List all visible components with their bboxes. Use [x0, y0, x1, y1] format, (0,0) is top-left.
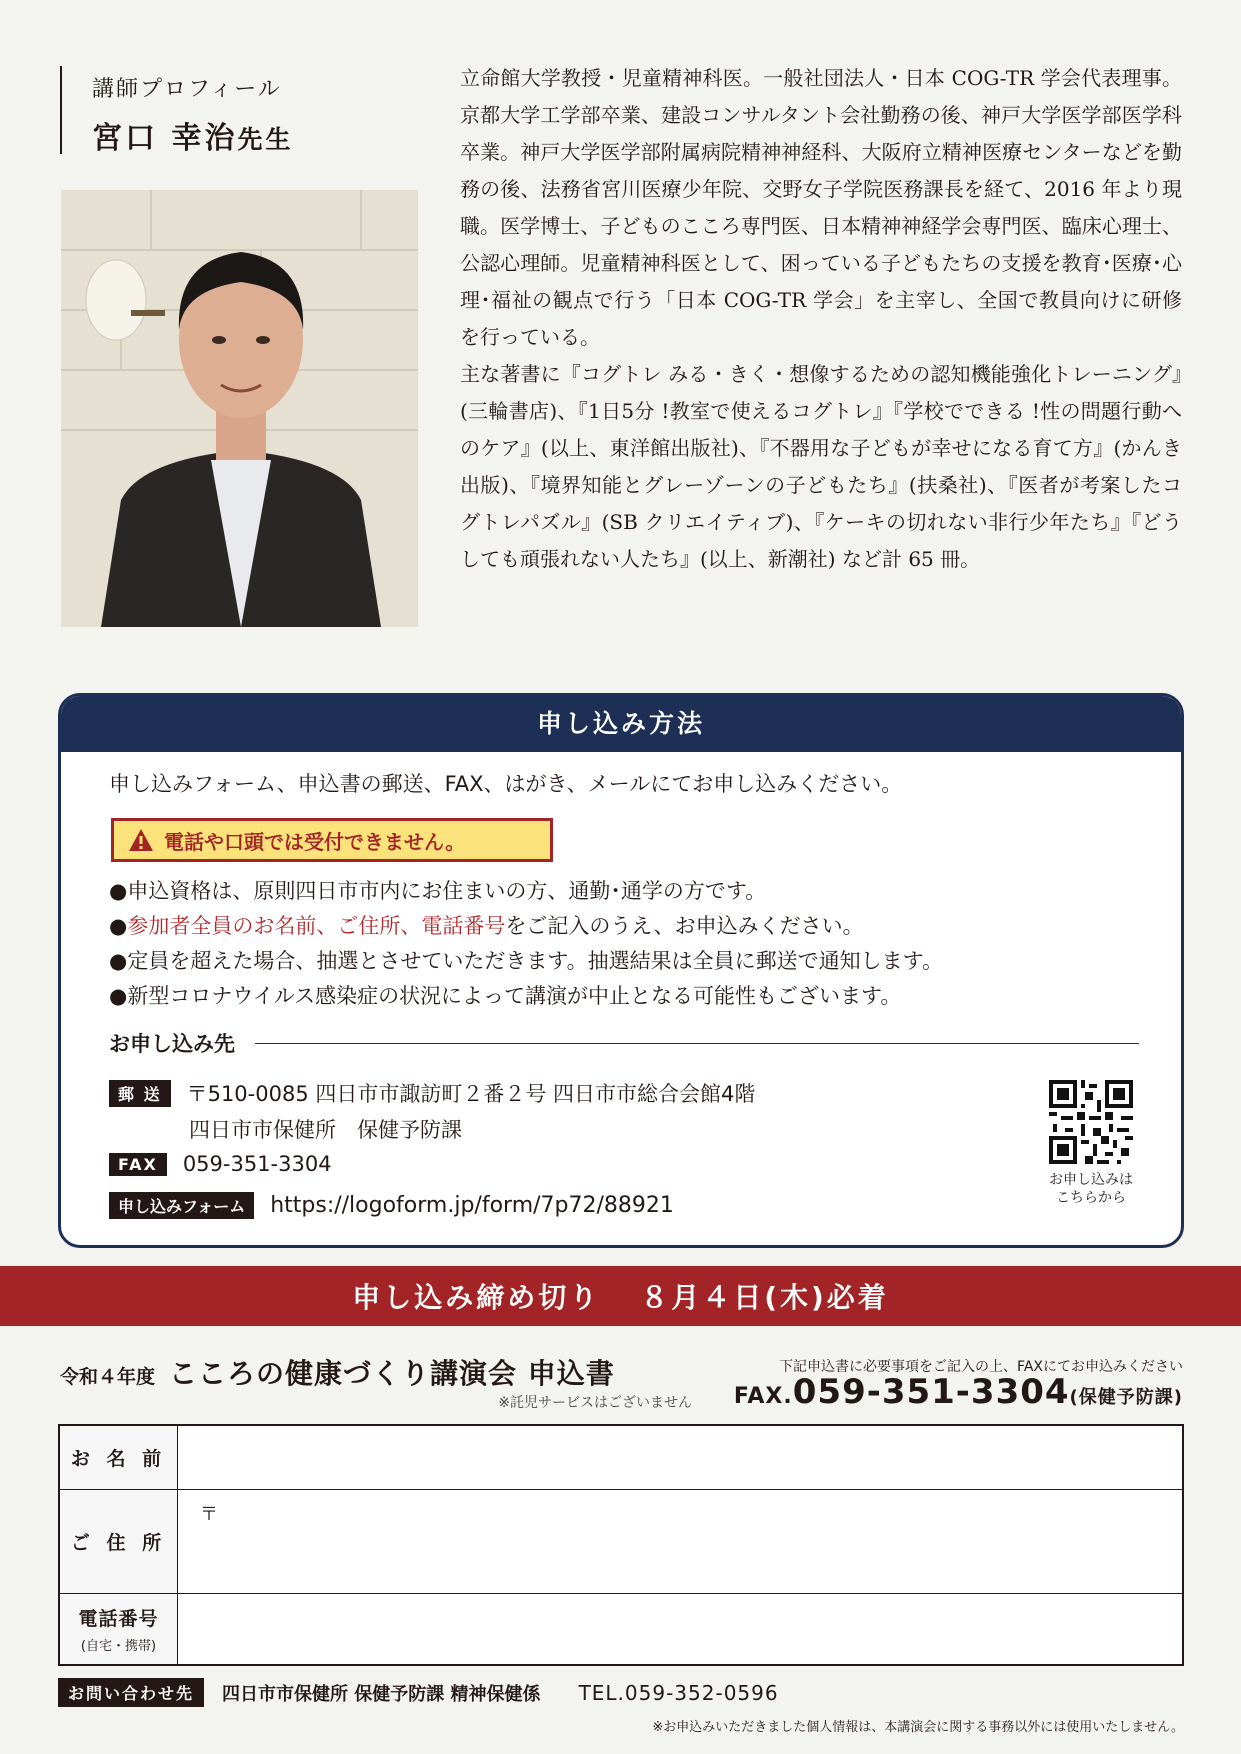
condition-eligibility: ●申込資格は、原則四日市市内にお住まいの方、通勤･通学の方です。	[109, 879, 767, 903]
lecturer-portrait-illustration	[61, 190, 418, 627]
childcare-note: ※託児サービスはございません	[498, 1395, 692, 1411]
contact-org: 四日市市保健所 保健予防課 精神保健係	[222, 1683, 541, 1705]
form-title-main: こころの健康づくり講演会 申込書	[169, 1357, 615, 1390]
qr-code-icon[interactable]	[1049, 1080, 1133, 1164]
phone-label-sub: (自宅・携帯)	[80, 1639, 157, 1654]
privacy-notice: ※お申込みいただきました個人情報は、本講演会に関する事務以外には使用いたしません。	[652, 1720, 1184, 1735]
form-row-address	[60, 1490, 1182, 1594]
deadline-date: ８月４日(木)必着	[640, 1281, 889, 1314]
contact-tag: お問い合わせ先	[58, 1678, 204, 1707]
form-row	[109, 1192, 674, 1219]
contact-tel: TEL.059-352-0596	[578, 1680, 779, 1705]
condition-lottery: ●定員を超えた場合、抽選とさせていただきます。抽選結果は全員に郵送で通知します。	[109, 949, 943, 973]
fax-number: 059-351-3304	[182, 1152, 332, 1176]
phone-input-area[interactable]	[178, 1594, 1182, 1664]
fax-row	[109, 1152, 332, 1176]
deadline-banner	[0, 1266, 1241, 1326]
required-info-rest: をご記入のうえ、お申込みください。	[505, 914, 864, 938]
lecturer-bio	[460, 60, 1182, 578]
deadline-label: 申し込み締め切り	[352, 1281, 601, 1314]
warning-icon	[128, 828, 154, 852]
condition-cancellation: ●新型コロナウイルス感染症の状況によって講演が中止となる可能性もございます。	[109, 984, 902, 1008]
lecturer-photo	[61, 190, 418, 627]
application-method-box	[58, 693, 1184, 1248]
fax-instruction: 下記申込書に必要事項をご記入の上、FAXにてお申込みください	[779, 1359, 1183, 1375]
name-label: お 名 前	[60, 1426, 178, 1489]
qr-caption	[1021, 1171, 1161, 1207]
profile-label: 講師プロフィール	[92, 77, 282, 102]
contact-info	[58, 1678, 779, 1707]
address-input-area[interactable]	[178, 1490, 1182, 1593]
warning-text: 電話や口頭では受付できません。	[164, 829, 466, 854]
lecturer-name-text: 宮口 幸治	[92, 121, 238, 156]
bullet-mark: ●	[109, 914, 128, 938]
required-info-highlight: 参加者全員のお名前、ご住所、電話番号	[127, 914, 506, 938]
phone-label	[60, 1594, 178, 1664]
condition-required-info	[109, 909, 943, 944]
form-title	[60, 1352, 615, 1392]
postal-mark: 〒	[200, 1504, 218, 1525]
mail-tag: 郵 送	[109, 1080, 171, 1107]
form-row-name	[60, 1426, 1182, 1490]
address-label: ご 住 所	[60, 1490, 178, 1593]
application-method-title: 申し込み方法	[61, 696, 1181, 752]
phone-label-text: 電話番号	[78, 1608, 159, 1630]
lecturer-name	[92, 113, 293, 157]
fax-tag: FAX	[109, 1153, 167, 1176]
fax-number-main: 059-351-3304	[792, 1372, 1070, 1412]
qr-caption-line2: こちらから	[1056, 1190, 1126, 1206]
fax-number-large	[700, 1372, 1183, 1412]
no-phone-warning	[111, 818, 553, 862]
destination-label: お申し込み先	[109, 1032, 235, 1056]
bio-paragraph-books: 主な著書に『コグトレ みる・きく・想像するための認知機能強化トレーニング』(三輪書店)、『1日5分 !教室で使えるコグトレ』『学校でできる !性の問題行動へのケア』(以上、東洋館出版社)、『不器用な子どもが幸せになる育て方』(かんき出版)、『境界知能とグレーゾーンの子どもたち』(扶桑社)、『医者が考案したコグトレパズル』(SB クリエイティブ)、『ケーキの切れない非行少年たち』『どうしても頑張れない人たち』(以上、新潮社) など計 65 冊。	[460, 362, 1182, 571]
destination-divider	[255, 1043, 1139, 1044]
form-url[interactable]: https://logoform.jp/form/7p72/88921	[270, 1193, 674, 1218]
application-intro: 申し込みフォーム、申込書の郵送、FAX、はがき、メールにてお申し込みください。	[109, 772, 903, 796]
destination-header	[109, 1028, 1139, 1058]
application-form-table	[58, 1424, 1184, 1666]
profile-header	[60, 66, 293, 154]
mail-row	[109, 1078, 755, 1108]
bio-paragraph-career: 立命館大学教授・児童精神科医。一般社団法人・日本 COG-TR 学会代表理事。京都大学工学部卒業、建設コンサルタント会社勤務の後、神戸大学医学部医学科卒業。神戸大学医学部附属病院精神神経科、大阪府立精神医療センターなどを勤務の後、法務省宮川医療少年院、交野女子学院医務課長を経て、2016 年より現職。医学博士、子どものこころ専門医、日本精神神経学会専門医、臨床心理士、公認心理師。児童精神科医として、困っている子どもたちの支援を教育･医療･心理･福祉の観点で行う「日本 COG-TR 学会」を主宰し、全国で教員向けに研修を行っている。	[460, 66, 1182, 349]
form-row-phone	[60, 1594, 1182, 1664]
mail-address: 〒510-0085 四日市市諏訪町２番２号 四日市市総合会館4階	[186, 1082, 756, 1106]
fax-department: (保健予防課)	[1069, 1387, 1183, 1408]
fax-prefix: FAX.	[733, 1384, 793, 1409]
name-input-area[interactable]	[178, 1426, 1182, 1489]
application-conditions	[109, 874, 943, 1014]
form-year: 令和４年度	[60, 1366, 156, 1388]
mail-recipient: 四日市市保健所 保健予防課	[189, 1118, 462, 1142]
lecturer-honorific: 先生	[237, 125, 294, 154]
form-tag: 申し込みフォーム	[109, 1192, 254, 1219]
qr-caption-line1: お申し込みは	[1049, 1172, 1133, 1188]
